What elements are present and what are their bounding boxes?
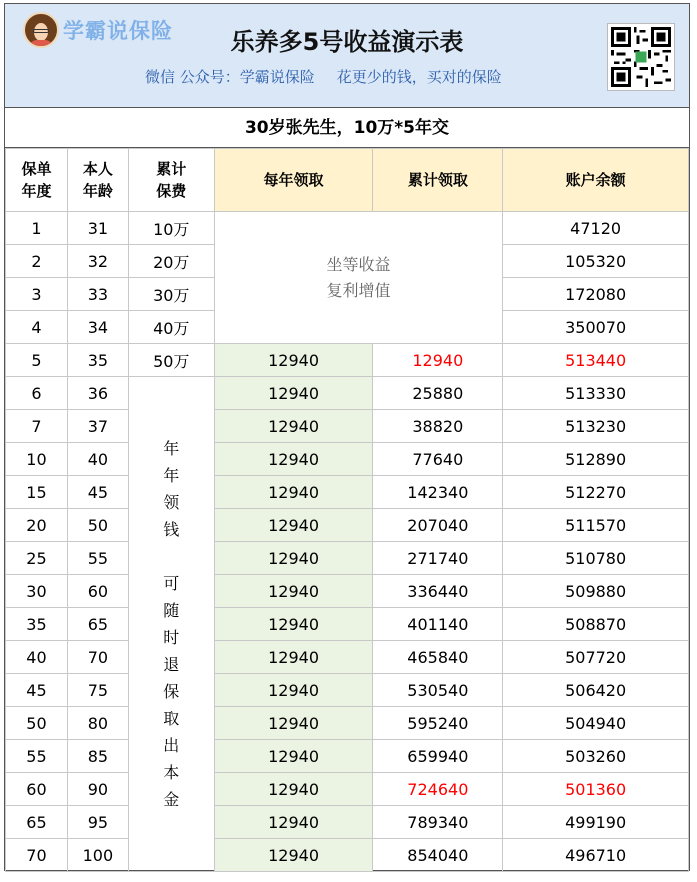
- cell-premium: 30万: [128, 278, 214, 311]
- note-char: 金: [163, 790, 180, 809]
- table-row: [6, 839, 689, 872]
- header-cumulative-payout: 累计领取: [373, 149, 503, 212]
- note-char: 保: [163, 682, 180, 701]
- table-row: [6, 212, 689, 245]
- cell-age: 70: [67, 641, 128, 674]
- cell-cumulative: 142340: [373, 476, 503, 509]
- cell-age: 80: [67, 707, 128, 740]
- cell-balance: 105320: [503, 245, 689, 278]
- cell-annual: 12940: [214, 608, 373, 641]
- projection-table: [5, 148, 689, 872]
- table-header-row: [6, 149, 689, 212]
- note-char: 出: [163, 736, 180, 755]
- cell-balance: 501360: [503, 773, 689, 806]
- cell-cumulative: 530540: [373, 674, 503, 707]
- table-row: [6, 443, 689, 476]
- qr-code-icon: [608, 24, 674, 90]
- cell-balance: 172080: [503, 278, 689, 311]
- table-row: [6, 806, 689, 839]
- cell-year: 6: [6, 377, 68, 410]
- cell-age: 90: [67, 773, 128, 806]
- table-row: [6, 674, 689, 707]
- header-account-balance: 账户余额: [503, 149, 689, 212]
- note-char: 退: [163, 655, 180, 674]
- cell-annual: 12940: [214, 674, 373, 707]
- cell-cumulative: 207040: [373, 509, 503, 542]
- cell-annual: 12940: [214, 542, 373, 575]
- cell-premium: 10万: [128, 212, 214, 245]
- cell-cumulative: 789340: [373, 806, 503, 839]
- table-row: [6, 509, 689, 542]
- cell-year: 2: [6, 245, 68, 278]
- note-line-2: 复利增值: [326, 280, 391, 300]
- cell-age: 33: [67, 278, 128, 311]
- cell-annual: 12940: [214, 344, 373, 377]
- note-char: 年: [163, 466, 180, 485]
- cell-balance: 513330: [503, 377, 689, 410]
- note-char: [129, 543, 214, 570]
- table-row: [6, 377, 689, 410]
- table-row: [6, 707, 689, 740]
- cell-age: 60: [67, 575, 128, 608]
- cell-balance: 503260: [503, 740, 689, 773]
- cell-year: 1: [6, 212, 68, 245]
- cell-balance: 47120: [503, 212, 689, 245]
- note-char: 可: [163, 574, 180, 593]
- cell-annual: 12940: [214, 839, 373, 872]
- cell-year: 65: [6, 806, 68, 839]
- cell-age: 32: [67, 245, 128, 278]
- cell-annual: 12940: [214, 509, 373, 542]
- cell-annual: 12940: [214, 377, 373, 410]
- cell-age: 100: [67, 839, 128, 872]
- header-premium: 累计 保费: [128, 149, 214, 212]
- cell-cumulative: 465840: [373, 641, 503, 674]
- header-banner: [5, 4, 689, 108]
- note-char: 随: [163, 601, 180, 620]
- brand-name: 学霸说保险: [63, 19, 173, 43]
- cell-balance: 511570: [503, 509, 689, 542]
- cell-year: 55: [6, 740, 68, 773]
- case-caption: 30岁张先生，10万*5年交: [5, 108, 689, 148]
- cell-annual: 12940: [214, 410, 373, 443]
- cell-year: 20: [6, 509, 68, 542]
- subtitle-line: [145, 66, 502, 87]
- page-title: 乐养多5号收益演示表: [230, 28, 464, 56]
- cell-annual: 12940: [214, 806, 373, 839]
- table-row: [6, 608, 689, 641]
- cell-age: 35: [67, 344, 128, 377]
- compound-growth-note: [214, 212, 503, 344]
- cell-age: 65: [67, 608, 128, 641]
- cell-age: 45: [67, 476, 128, 509]
- cell-balance: 504940: [503, 707, 689, 740]
- cell-age: 85: [67, 740, 128, 773]
- cell-balance: 513230: [503, 410, 689, 443]
- cell-balance: 507720: [503, 641, 689, 674]
- cell-premium: 50万: [128, 344, 214, 377]
- cell-cumulative: 595240: [373, 707, 503, 740]
- cell-age: 37: [67, 410, 128, 443]
- note-char: 领: [163, 493, 180, 512]
- note-char: 钱: [163, 520, 180, 539]
- cell-cumulative: 77640: [373, 443, 503, 476]
- cell-year: 50: [6, 707, 68, 740]
- cell-balance: 509880: [503, 575, 689, 608]
- cell-cumulative: 336440: [373, 575, 503, 608]
- table-row: [6, 740, 689, 773]
- slogan: 花更少的钱，买对的保险: [336, 68, 502, 86]
- cell-age: 36: [67, 377, 128, 410]
- table-row: [6, 641, 689, 674]
- table-row: [6, 542, 689, 575]
- cell-cumulative: 25880: [373, 377, 503, 410]
- cell-year: 3: [6, 278, 68, 311]
- cell-annual: 12940: [214, 641, 373, 674]
- cell-year: 4: [6, 311, 68, 344]
- note-char: 取: [163, 709, 180, 728]
- cell-age: 95: [67, 806, 128, 839]
- cell-year: 45: [6, 674, 68, 707]
- cell-balance: 350070: [503, 311, 689, 344]
- cell-annual: 12940: [214, 443, 373, 476]
- cell-balance: 499190: [503, 806, 689, 839]
- cell-premium: 40万: [128, 311, 214, 344]
- cell-year: 70: [6, 839, 68, 872]
- cell-balance: 510780: [503, 542, 689, 575]
- cell-age: 40: [67, 443, 128, 476]
- cell-age: 55: [67, 542, 128, 575]
- cell-annual: 12940: [214, 575, 373, 608]
- cell-annual: 12940: [214, 707, 373, 740]
- cell-year: 5: [6, 344, 68, 377]
- cell-cumulative: 12940: [373, 344, 503, 377]
- cell-year: 10: [6, 443, 68, 476]
- cell-balance: 513440: [503, 344, 689, 377]
- cell-annual: 12940: [214, 773, 373, 806]
- cell-year: 35: [6, 608, 68, 641]
- table-row: [6, 773, 689, 806]
- cell-age: 34: [67, 311, 128, 344]
- cell-year: 60: [6, 773, 68, 806]
- cell-balance: 496710: [503, 839, 689, 872]
- cell-year: 7: [6, 410, 68, 443]
- cell-year: 25: [6, 542, 68, 575]
- cell-cumulative: 38820: [373, 410, 503, 443]
- document-frame: [4, 3, 690, 871]
- wechat-account: 微信 公众号：学霸说保险: [145, 68, 315, 86]
- cell-balance: 512890: [503, 443, 689, 476]
- cell-year: 40: [6, 641, 68, 674]
- cell-age: 50: [67, 509, 128, 542]
- header-annual-payout: 每年领取: [214, 149, 373, 212]
- table-row: [6, 476, 689, 509]
- note-char: 本: [163, 763, 180, 782]
- cell-cumulative: 401140: [373, 608, 503, 641]
- header-age: 本人 年龄: [67, 149, 128, 212]
- note-char: 时: [163, 628, 180, 647]
- cell-annual: 12940: [214, 476, 373, 509]
- cell-year: 15: [6, 476, 68, 509]
- table-row: [6, 575, 689, 608]
- cell-cumulative: 659940: [373, 740, 503, 773]
- cell-balance: 512270: [503, 476, 689, 509]
- cell-annual: 12940: [214, 740, 373, 773]
- cell-year: 30: [6, 575, 68, 608]
- table-row: [6, 410, 689, 443]
- cell-cumulative: 854040: [373, 839, 503, 872]
- cell-cumulative: 724640: [373, 773, 503, 806]
- note-line-1: 坐等收益: [326, 254, 391, 274]
- header-policy-year: 保单 年度: [6, 149, 68, 212]
- cell-age: 31: [67, 212, 128, 245]
- cell-premium: 20万: [128, 245, 214, 278]
- cell-balance: 508870: [503, 608, 689, 641]
- cell-balance: 506420: [503, 674, 689, 707]
- note-char: 年: [163, 439, 180, 458]
- table-row: [6, 344, 689, 377]
- annual-payout-note: [128, 377, 214, 872]
- cell-age: 75: [67, 674, 128, 707]
- cell-cumulative: 271740: [373, 542, 503, 575]
